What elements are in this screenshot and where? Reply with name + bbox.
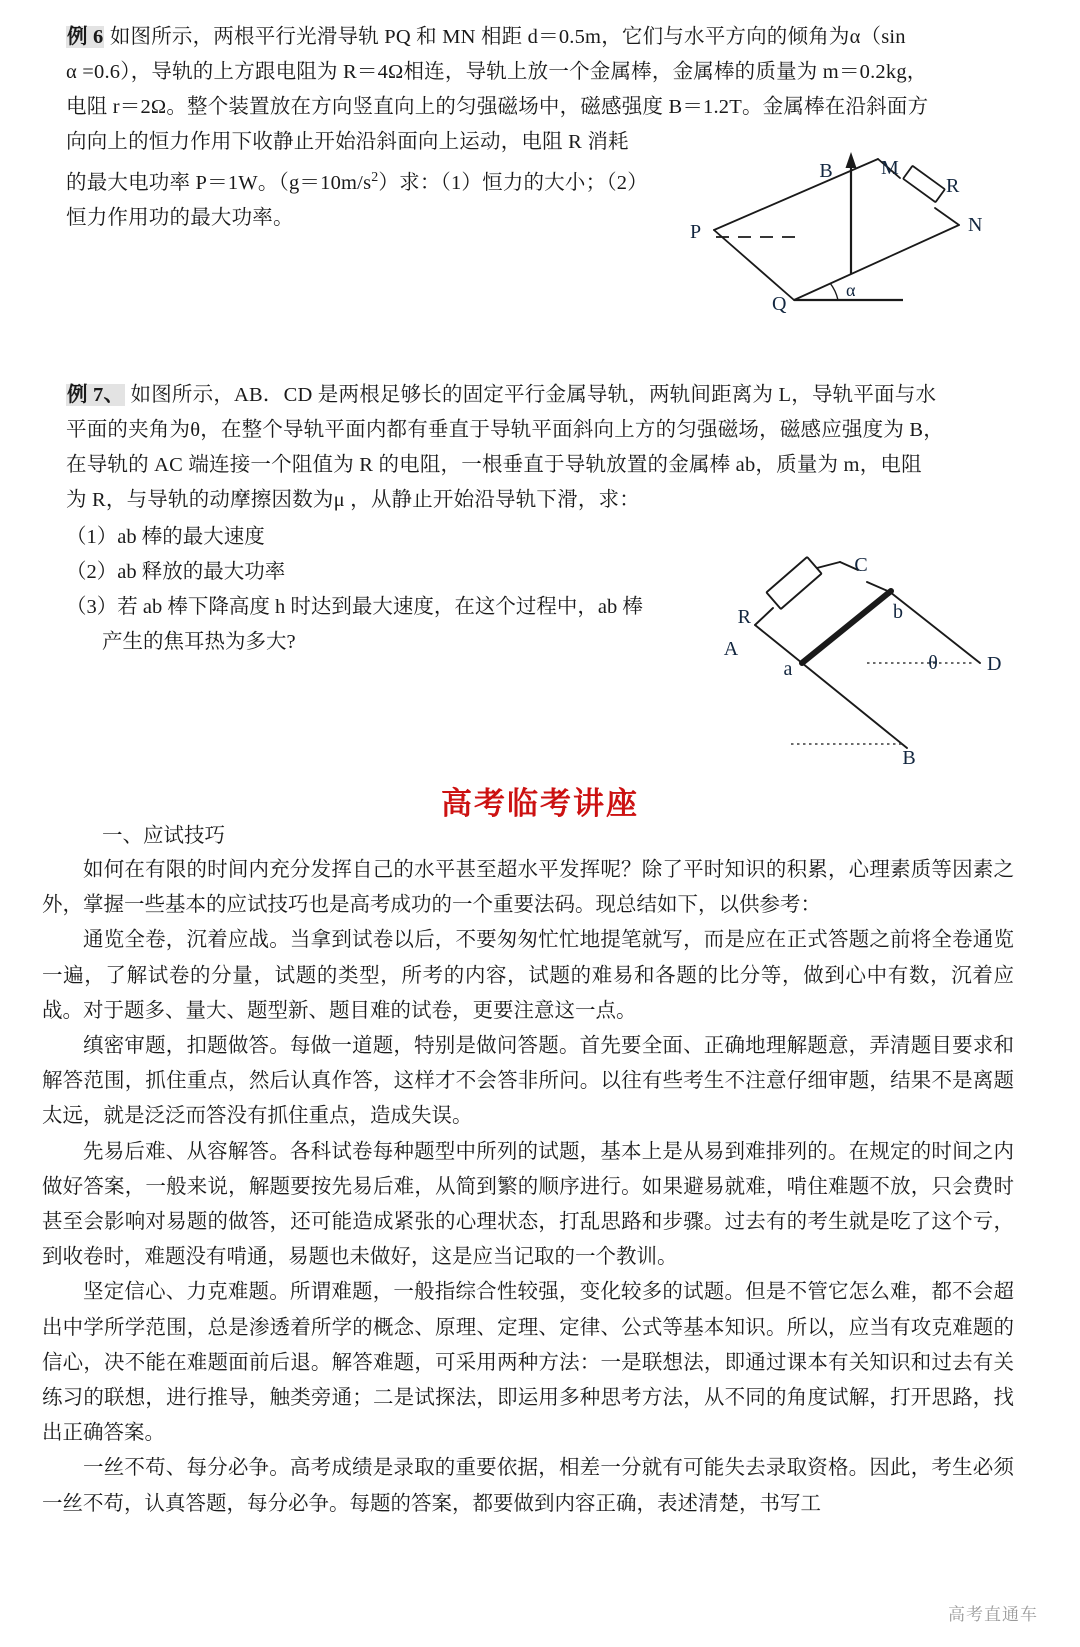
- figure-7-label-B: B: [902, 747, 916, 769]
- conducting-bar-ab: [802, 591, 891, 663]
- example-6-line-6: 恒力作用功的最大功率。: [66, 206, 294, 229]
- figure-6-label-M: M: [881, 157, 899, 179]
- example-6-line-5-row: [66, 160, 686, 201]
- figure-7-label-C: C: [854, 554, 868, 576]
- example-7-question-3: [66, 590, 706, 660]
- example-7-question-2: （2）ab 释放的最大功率: [66, 561, 286, 583]
- resistor-R-icon: [766, 557, 821, 609]
- example-6-line-3-row: [66, 90, 1016, 125]
- figure-6-label-alpha: α: [846, 280, 856, 300]
- magnetic-field-arrow-icon: [846, 152, 857, 274]
- figure-6-label-Q: Q: [772, 293, 787, 315]
- example-6-figure: [678, 152, 1023, 367]
- example-6-line-5-b: ）求：（1）恒力的大小；（2）: [378, 171, 648, 194]
- lecture-paragraph: 通览全卷，沉着应战。当拿到试卷以后，不要匆匆忙忙地提笔就写，而是应在正式答题之前将全卷通览一遍，了解试卷的分量，试题的类型，所考的内容，试题的难易和各题的比分等，做到心中有数，沉着应战。对于题多、量大、题型新、题目难的试卷，更要注意这一点。: [42, 929, 1014, 1022]
- figure-7-label-R: R: [737, 606, 751, 628]
- lecture-paragraph: 一丝不苟、每分必争。高考成绩是录取的重要依据，相差一分就有可能失去录取资格。因此，考生必须一丝不苟，认真答题，每分必争。每题的答案，都要做到内容正确，表述清楚，书写工: [42, 1457, 1014, 1515]
- example-7-question-3-line-2: 产生的焦耳热为多大?: [102, 631, 296, 653]
- example-6-superscript: 2: [371, 170, 379, 185]
- lecture-paragraph: 先易后难、从容解答。各科试卷每种题型中所列的试题，基本上是从易到难排列的。在规定的时间之内做好答案，一般来说，解题要按先易后难，从简到繁的顺序进行。如果避易就难，啃住难题不放，只会费时甚至会影响对易题的做答，还可能造成紧张的心理状态，打乱思路和步骤。过去有的考生就是吃了这个亏，到收卷时，难题没有啃通，易题也未做好，这是应当记取的一个教训。: [42, 1140, 1014, 1269]
- figure-7-label-a: a: [783, 658, 793, 680]
- resistor-R-icon: [903, 166, 945, 202]
- example-7-line-2-row: [66, 413, 1016, 448]
- example-6-line-4-row: [66, 125, 686, 160]
- example-7-line-3-row: [66, 448, 1016, 483]
- example-7-text: [66, 378, 1016, 413]
- example-7-line-1: 如图所示，AB．CD 是两根足够长的固定平行金属导轨，两轨间距离为 L，导轨平面与水: [130, 384, 937, 406]
- example-7-line-4-row: [66, 483, 1016, 518]
- figure-7-label-b: b: [893, 601, 903, 623]
- lecture-title: 高考临考讲座: [441, 786, 639, 821]
- example-6-tag: 例 6: [67, 26, 104, 48]
- lecture-section-heading: 一、应试技巧: [102, 825, 225, 847]
- example-6-line-3: 电阻 r＝2Ω。整个装置放在方向竖直向上的匀强磁场中，磁感强度 B＝1.2T。金属棒在沿斜面方: [66, 96, 929, 118]
- figure-7-label-D: D: [987, 653, 1002, 675]
- figure-7-svg: [695, 520, 1025, 769]
- example-7-tag: 例 7、: [67, 384, 125, 406]
- alpha-angle-arc-icon: [830, 283, 838, 300]
- lecture-body: [42, 820, 1014, 1522]
- example-6-line-5-a: 的最大电功率 P＝1W。（g＝10m/s: [66, 171, 372, 194]
- example-6-line-2: α =0.6），导轨的上方跟电阻为 R＝4Ω相连，导轨上放一个金属棒，金属棒的质量为 m＝0.2kg，: [66, 61, 928, 83]
- example-7-figure: [695, 520, 1025, 769]
- example-6-line-1: 如图所示，两根平行光滑导轨 PQ 和 MN 相距 d＝0.5m，它们与水平方向的倾角为α（sin: [109, 26, 906, 48]
- footer-watermark: 高考直通车: [948, 1605, 1038, 1624]
- example-6-line-4: 向向上的恒力作用下收静止开始沿斜面向上运动，电阻 R 消耗: [66, 131, 629, 153]
- example-7-question-1: （1）ab 棒的最大速度: [66, 526, 265, 548]
- example-7-question-3-line-1: （3）若 ab 棒下降高度 h 时达到最大速度，在这个过程中，ab 棒: [66, 596, 643, 618]
- example-7-line-3: 在导轨的 AC 端连接一个阻值为 R 的电阻，一根垂直于导轨放置的金属棒 ab，质量为 m，电阻: [66, 454, 922, 476]
- example-7-line-4: 为 R，与导轨的动摩擦因数为μ ，从静止开始沿导轨下滑，求：: [66, 489, 640, 511]
- lecture-paragraph: 缜密审题，扣题做答。每做一道题，特别是做问答题。首先要全面、正确地理解题意，弄清题目要求和解答范围，抓住重点，然后认真作答，这样才不会答非所问。以往有些考生不注意仔细审题，结果不是离题太远，就是泛泛而答没有抓住重点，造成失误。: [42, 1035, 1014, 1128]
- figure-7-label-theta: θ: [928, 652, 938, 674]
- example-6-line-6-row: [66, 201, 686, 236]
- example-6-line-2-row: [66, 55, 1016, 90]
- figure-6-label-P: P: [690, 221, 702, 243]
- lecture-paragraph: 如何在有限的时间内充分发挥自己的水平甚至超水平发挥呢？除了平时知识的积累，心理素质等因素之外，掌握一些基本的应试技巧也是高考成功的一个重要法码。现总结如下，以供参考：: [42, 859, 1014, 917]
- example-6-text: [66, 20, 1016, 55]
- example-7-line-2: 平面的夹角为θ，在整个导轨平面内都有垂直于导轨平面斜向上方的匀强磁场，磁感应强度为 B，: [66, 419, 944, 441]
- figure-6-label-B: B: [819, 160, 833, 182]
- figure-7-label-A: A: [723, 638, 739, 660]
- figure-6-label-R: R: [946, 175, 960, 197]
- figure-6-svg: [678, 152, 1023, 367]
- lecture-paragraph: 坚定信心、力克难题。所谓难题，一般指综合性较强，变化较多的试题。但是不管它怎么难，都不会超出中学所学范围，总是渗透着所学的概念、原理、定理、定律、公式等基本知识。所以，应当有攻克难题的信心，决不能在难题面前后退。解答难题，可采用两种方法：一是联想法，即通过课本有关知识和过去有关练习的联想，进行推导，触类旁通；二是试探法，即运用多种思考方法，从不同的角度试解，打开思路，找出正确答案。: [42, 1281, 1014, 1445]
- figure-6-label-N: N: [968, 214, 983, 236]
